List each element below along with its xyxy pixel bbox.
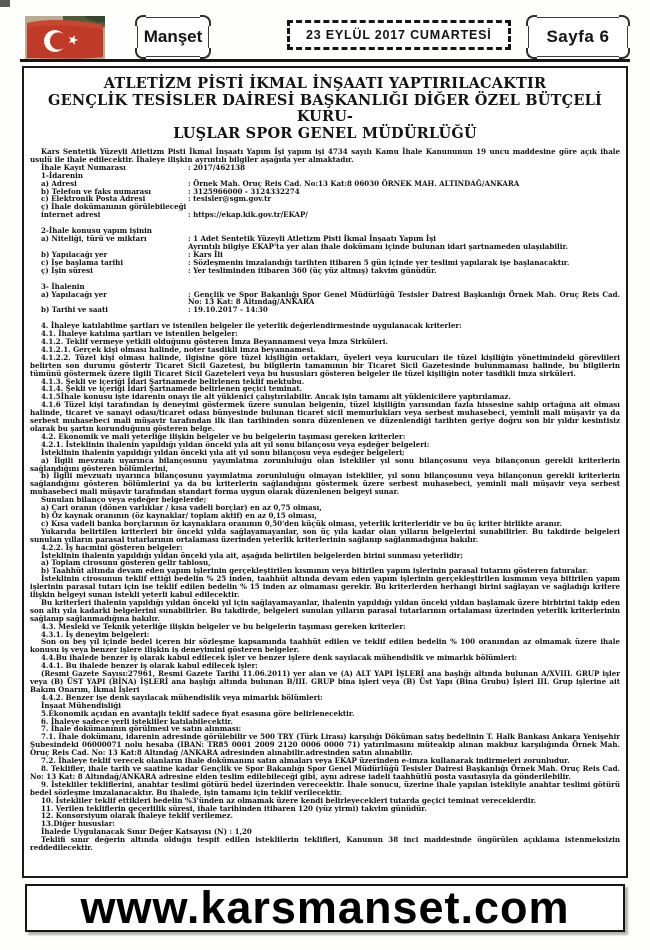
notice-title-line: ATLETİZM PİSTİ İKMAL İNŞAATI YAPTIRILACAKTIR	[103, 75, 547, 92]
frame-corner-ornament	[135, 15, 146, 26]
info-row-value-text: : tesisler@sgm.gov.tr	[188, 194, 272, 204]
info-row	[41, 267, 620, 275]
info-section-heading: 3- İhalenin	[41, 281, 85, 291]
info-row-value-text: : Yer tesliminden itibaren 360 (üç yüz altmış) takvim günüdür.	[188, 265, 437, 275]
info-row-label: b) Tarihi ve saati	[41, 305, 108, 315]
info-row-value-text: : 1 Adet Sentetik Yüzeyli Atletizm Pisti İkmal İnşaatı Yapım İşi	[188, 234, 436, 244]
notice-paragraph: İhalede Uygulanacak Sınır Değer Katsayısı (N) : 1,20	[41, 827, 252, 837]
notice-paragraph: 8. Teklifler, ihale tarih ve saatine kadar Gençlik ve Spor Bakanlığı Spor Genel Müdürlüğü Tesisler Dairesi Başkanlığı Örnek Mah. Oruç Reis Cad. No: 13 Kat: 8 Altındağ/ANKARA adresine elden teslim edilebileceği gibi, aynı adrese iadeli taahhütlü posta vasıtasıyla da gönderilebilir.	[30, 763, 620, 781]
website-url: www.karsmanset.com	[80, 882, 570, 933]
notice-paragraph: 12. Konsorsiyum olarak ihaleye teklif verilemez.	[41, 811, 234, 821]
notice-paragraph: a) Cari oranın (dönen varlıklar / kısa vadeli borçlar) en az 0,75 olması,	[41, 503, 322, 513]
page-number-box	[528, 17, 628, 57]
row-gap	[30, 275, 620, 283]
page-number: Sayfa 6	[546, 27, 610, 46]
notice-title-line: LUŞLAR SPOR GENEL MÜDÜRLÜĞÜ	[173, 124, 477, 142]
notice-info-table	[30, 164, 620, 322]
notice-paragraph: 10. İstekliler teklif ettikleri bedelin %3'ünden az olmamak üzere kendi belirleyecekleri tutarda geçici teminat vereceklerdir.	[41, 795, 537, 805]
frame-corner-ornament	[200, 48, 211, 59]
notice-paragraph: c) Kısa vadeli banka borçlarının öz kaynaklara oranının 0,50'den küçük olması, yeterlik kriterleridir ve bu üç kriter birlikte aranır.	[41, 518, 563, 528]
notice-paragraph: 7. İhale dokümanının görülmesi ve satın alınması:	[41, 724, 242, 734]
notice-title	[40, 76, 610, 142]
info-row	[41, 291, 620, 307]
notice-body	[30, 322, 620, 852]
info-row-value-text: : Kars İli	[188, 249, 223, 259]
notice-paragraph: 7.1. İhale dokümanı, idarenin adresinde görülebilir ve 500 TRY (Türk Lirası) karşılığı Döküman satış bedelinin T. Halk Bankası Ankara Yenişehir Şubesindeki 06000071 nolu hesaba (IBAN: TR85 0001 2009 2120 0006 0000 71) yatırılmasını müteakip alınan makbuz karşılığında Örnek Mah. Oruç Reis Cad. No: 13 Kat:8 Altındağ /ANKARA adresinden alınabilir.adresinden satın alınabilir.	[30, 732, 620, 758]
info-row-label: İhale Kayıt Numarası	[41, 162, 126, 172]
info-row-label: c) İşe başlama tarihi	[41, 257, 124, 267]
info-row-value	[188, 195, 620, 203]
notice-paragraph: 4.1.5İhale konusu işte idarenin onayı ile alt yüklenici çalıştırılabilir. Ancak işin tamamı alt yüklenicilere yaptırılamaz.	[41, 392, 511, 402]
issue-date: 23 EYLÜL 2017 CUMARTESİ	[306, 28, 492, 42]
notice-paragraph: 4.1.6 Tüzel kişi tarafından iş deneyimi göstermek üzere sunulan belgenin, tüzel kişiliğin yarısından fazla hissesine sahip ortağına ait olması halinde, ticaret ve sanayi odası/ticaret odası bünyesinde bulunan ticaret sicil memurlukları veya serbest muhasebeci, yeminli mali müşavir ya da serbest muhasebeci mali müşavir tarafından ilk ilan tarihinden sonra düzenlenen ve düzenlendiği tarihten geriye doğru son bir yıldır kesintisiz olarak bu şartın korunduğunu gösteren belge.	[30, 400, 620, 433]
frame-corner-ornament	[526, 15, 537, 26]
notice-paragraph: b) Taahhüt altında devam eden yapım işlerinin gerçekleştirilen kısmının veya bitirilen yapım işlerinin parasal tutarını gösteren faturalar.	[41, 566, 589, 576]
website-banner	[25, 884, 625, 932]
notice-paragraph: 6. İhaleye sadece yerli istekliler katılabilecektir.	[41, 716, 233, 726]
info-row-label: b) Telefon ve faks numarası	[41, 186, 151, 196]
notice-paragraph: 4.1. İhaleye katılma şartları ve istenilen belgeler:	[41, 329, 238, 339]
info-row-label: c) Elektronik Posta Adresi	[41, 194, 146, 204]
turkish-flag-image	[25, 16, 105, 60]
notice-paragraph: Yukarıda belirtilen kriterleri bir önceki yılda sağlayamayanlar, son üç yıla kadar olan yılların belgelerini sunabilirler. Bu takdirde belgeleri sunulan yılların parasal tutarlarının ortalaması üzerinden yeterlik kriterlerinin sağlanıp sağlanmadığına bakılır.	[30, 526, 620, 544]
notice-paragraph: 4.4.2. Benzer işe denk sayılacak mühendislik veya mimarlık bölümleri:	[41, 692, 323, 702]
info-row-value	[188, 211, 620, 219]
info-row-label: internet adresi	[41, 210, 101, 220]
notice-paragraph: a) Toplam cirosunu gösteren gelir tablosu,	[41, 558, 211, 568]
frame-corner-ornament	[619, 48, 630, 59]
frame-corner-ornament	[619, 15, 630, 26]
masthead-title: Manşet	[143, 27, 203, 46]
info-row-label: a) Adresi	[41, 178, 77, 188]
frame-corner-ornament	[526, 48, 537, 59]
notice-paragraph: İsteklinin cirosunun teklif ettiği bedelin % 25 inden, taahhüt altında devam eden yapım işlerinin gerçekleştirilen kısmının veya bitirilen yapım işlerinin parasal tutarı için ise teklif edilen bedelin % 15 inden az olmaması gerekir. Bu kriterlerden herhangi birini sağlayan ve sağladığı kritere ilişkin belgeyi sunan istekli yeterli kabul edilecektir.	[30, 574, 620, 600]
notice-paragraph: 11. Verilen tekliflerin geçerlilik süresi, ihale tarihinden itibaren 120 (yüz yirmi) takvim günüdür.	[41, 803, 427, 813]
notice-paragraph: İsteklinin ihalenin yapıldığı yıldan önceki yıla ait yıl sonu bilançosu veya eşdeğer belgeleri;	[41, 447, 405, 457]
notice-paragraph: 7.2. İhaleye teklif verecek olanların ihale dokümanını satın almaları veya EKAP üzerinden e-imza kullanarak indirmeleri zorunludur.	[41, 756, 570, 766]
info-row-label: b) Yapılacağı yer	[41, 249, 108, 259]
header-divider	[20, 59, 630, 62]
flag-photo-graphic	[25, 16, 105, 60]
masthead-box	[137, 17, 209, 57]
info-row	[41, 164, 620, 172]
notice-paragraph: 4.4.Bu ihalede benzer iş olarak kabul edilecek işler ve benzer işlere denk sayılacak mühendislik ve mimarlık bölümleri:	[41, 653, 518, 663]
info-row-value-text: : 2017/462138	[188, 162, 246, 172]
info-row-value-text: : Gençlik ve Spor Bakanlığı Spor Genel Müdürlüğü Tesisler Dairesi Başkanlığı Örnek Mah. Oruç Reis Cad. No: 13 Kat: 8 Altındağ/ANKARA	[188, 289, 620, 307]
info-row-value	[188, 235, 620, 251]
info-row-value	[188, 291, 620, 307]
notice-paragraph: 4.2.1. İsteklinin ihalenin yapıldığı yıldan önceki yıla ait yıl sonu bilançosu veya eşdeğer belgeleri:	[41, 439, 430, 449]
info-section-heading: 2-İhale konusu yapım işinin	[41, 226, 152, 236]
frame-corner-ornament	[135, 48, 146, 59]
notice-title-line: GENÇLİK TESİSLER DAİRESİ BAŞKANLIĞI DİĞER ÖZEL BÜTÇELİ KURU-	[48, 91, 602, 125]
info-row-value-text: : 3125966000 - 3124332274	[188, 186, 300, 196]
tender-notice	[22, 66, 628, 878]
notice-paragraph: b) Öz kaynak oranının (öz kaynaklar/ toplam aktif) en az 0,15 olması,	[41, 510, 317, 520]
notice-paragraph: 4.3. Mesleki ve Teknik yeterliğe ilişkin belgeler ve bu belgelerin taşıması gereken kriterler:	[41, 621, 406, 631]
info-row-value-text: : Örnek Mah. Oruç Reis Cad. No:13 Kat:8 06030 ÖRNEK MAH. ALTINDAĞ/ANKARA	[188, 178, 520, 188]
notice-paragraph: İnşaat Mühendisliği	[41, 700, 121, 710]
frame-corner-ornament	[200, 15, 211, 26]
notice-paragraph: İsteklinin ihalenin yapıldığı yıldan önceki yıla ait, aşağıda belirtilen belgelerden birini sunması yeterlidir;	[41, 550, 463, 560]
notice-paragraph: Bu kriterleri ihalenin yapıldığı yıldan önceki yıl için sağlayamayanlar, ihalenin yapıldığı yıldan önceki yıldan başlamak üzere birbirini takip eden son altı yıla kadarki belgelerini sunabilirler. Bu takdirde, belgeleri sunulan yılların parasal tutarlarının ortalaması üzerinden yeterlik kriterlerinin sağlanıp sağlanmadığına bakılır.	[30, 597, 620, 623]
info-row-value-continuation: Ayrıntılı bilgiye EKAP'ta yer alan ihale dokümanı içinde bulunan idari şartnameden ulaşılabilir.	[188, 241, 568, 251]
notice-paragraph: 4.1.2. Teklif vermeye yetkili olduğunu gösteren İmza Beyannamesi veya İmza Sirküleri.	[41, 337, 388, 347]
notice-paragraph: 9. İstekliler tekliflerini, anahtar teslimi götürü bedel üzerinden vereceektir. İhale sonucu, üzerine ihale yapılan istekliyle anahtar teslimi götürü bedel sözleşme imzalanacaktır. Bu ihalede, işin tamamı için teklif verilecektir.	[30, 779, 620, 797]
info-row-value	[188, 267, 620, 275]
info-row-value	[188, 306, 620, 314]
info-row-label: a) Niteliği, türü ve miktarı	[41, 234, 147, 244]
notice-paragraph: b) İlgili mevzuatı uyarınca bilançosunu yayımlatma zorunluluğu olmayan istekliler, yıl sonu bilançosunu veya bilançonun gerekli kriterlerin sağlandığını gösteren bölümlerini ya da bu kriterlerin sağlandığını göstermek üzere serbest muhasebeci, yeminli mali müşavir veya serbest muhasebeci mali müşavir tarafından standart forma uygun olarak düzenlenen belgeyi sunar.	[30, 471, 620, 497]
info-row-label: ç) İşin süresi	[41, 265, 93, 275]
notice-paragraph: 4.1.2.2. Tüzel kişi olması halinde, ilgisine göre tüzel kişiliğin ortakları, üyeleri veya kurucuları ile tüzel kişiliğin yönetimindeki görevlileri belirten son durumu gösterir Ticaret Sicil Gazetesi, bu bilgilerin tamamının bir Ticaret Sicil Gazetesinde bulunmaması halinde, bu bilgilerin tümünü göstermek üzere ilgili Ticaret Sicil Gazeteleri veya bu hususları gösteren belgeler ile tüzel kişiliğin noter tasdikli imza sirküleri.	[30, 352, 620, 378]
notice-paragraph: 4.3.1. İş deneyim belgeleri:	[41, 629, 150, 639]
page-header	[0, 0, 650, 64]
notice-paragraph: 4.1.3. Şekli ve içeriği İdari Şartnamede belirlenen teklif mektubu.	[41, 376, 305, 386]
info-section-heading: ç) İhale dokümanının görülebileceği	[41, 202, 187, 212]
notice-paragraph: 4. İhaleye katılabilme şartları ve istenilen belgeler ile yeterlik değerlendirmesinde uygulanacak kriterler:	[41, 321, 462, 331]
scan-artifact-mark	[0, 0, 10, 7]
notice-paragraph: 4.4.1. Bu ihalede benzer iş olarak kabul edilecek işler:	[41, 661, 258, 671]
notice-paragraph: 4.1.2.1. Gerçek kişi olması halinde, noter tasdikli imza beyannamesi.	[41, 344, 316, 354]
notice-paragraph: 13.Diğer hususlar:	[41, 819, 115, 829]
info-row-value-text: : https://ekap.kik.gov.tr/EKAP/	[188, 210, 308, 220]
notice-paragraph: Son on beş yıl içinde bedel içeren bir sözleşme kapsamında taahhüt edilen ve teklif edilen bedelin % 100 oranından az olmamak üzere ihale konusu iş veya benzer işlere ilişkin iş deneyimini gösteren belgeler.	[30, 637, 620, 655]
notice-paragraph: 4.2.2. İş hacmini gösteren belgeler:	[41, 542, 183, 552]
info-row	[41, 235, 620, 251]
info-row-value	[188, 164, 620, 172]
info-row-label: a) Yapılacağı yer	[41, 289, 107, 299]
notice-paragraph: (Resmi Gazete Sayısı:27961, Resmi Gazete Tarihi 11.06.2011) yer alan ve (A) ALT YAPI İŞLERİ ana başlığı altında bulunan A/XVIII. GRUP işler veya (B) ÜST YAPI (BİNA) İŞLERİ ana başlığı altında bulunan B/III. GRUP bina işleri veya (B) Üst Yapı (Bina Grubu) İşleri III. Grup işlerine ait Bakım Onarım, İkmal İşleri	[30, 669, 620, 694]
info-row-value-text: : 19.10.2017 - 14:30	[188, 305, 268, 315]
date-box	[287, 20, 511, 50]
notice-paragraph: Teklifi sınır değerin altında olduğu tespit edilen isteklilerin teklifleri, Kanunun 38 inci maddesinde öngörülen açıklama istenmeksizin reddedilecektir.	[30, 835, 620, 853]
info-row	[41, 306, 620, 314]
notice-paragraph: 4.1.4. Şekli ve içeriği İdari Şartnamede belirlenen geçici teminat.	[41, 384, 303, 394]
info-row-value-text: : Sözleşmenin imzalandığı tarihten itibaren 5 gün içinde yer teslimi yapılarak işe başlanacaktır.	[188, 257, 570, 267]
info-section-heading: 1-İdarenin	[41, 170, 84, 180]
notice-paragraph: Sunulan bilanço veya eşdeğer belgelerde;	[41, 495, 207, 505]
notice-intro: Kars Sentetik Yüzeyli Atletizm Pisti İkmal İnşaatı Yapım İşi yapım işi 4734 sayılı Kamu İhale Kanununun 19 uncu maddesine göre açık ihale usulü ile ihale edilecektir. İhaleye ilişkin ayrıntılı bilgiler aşağıda yer almaktadır.	[30, 147, 620, 164]
info-row	[41, 211, 620, 219]
notice-paragraph: 5.Ekonomik açıdan en avantajlı teklif sadece fiyat esasına göre belirlenecektir.	[41, 708, 355, 718]
notice-paragraph: a) İlgili mevzuatı uyarınca bilançosunu yayımlatma zorunluluğu olan istekliler yıl sonu bilançosunu veya bilançonun gerekli kriterlerin sağlandığını gösteren bölümlerini,	[30, 455, 620, 473]
notice-paragraph: 4.2. Ekonomik ve mali yeterliğe ilişkin belgeler ve bu belgelerin taşıması gereken kriterler:	[41, 431, 406, 441]
